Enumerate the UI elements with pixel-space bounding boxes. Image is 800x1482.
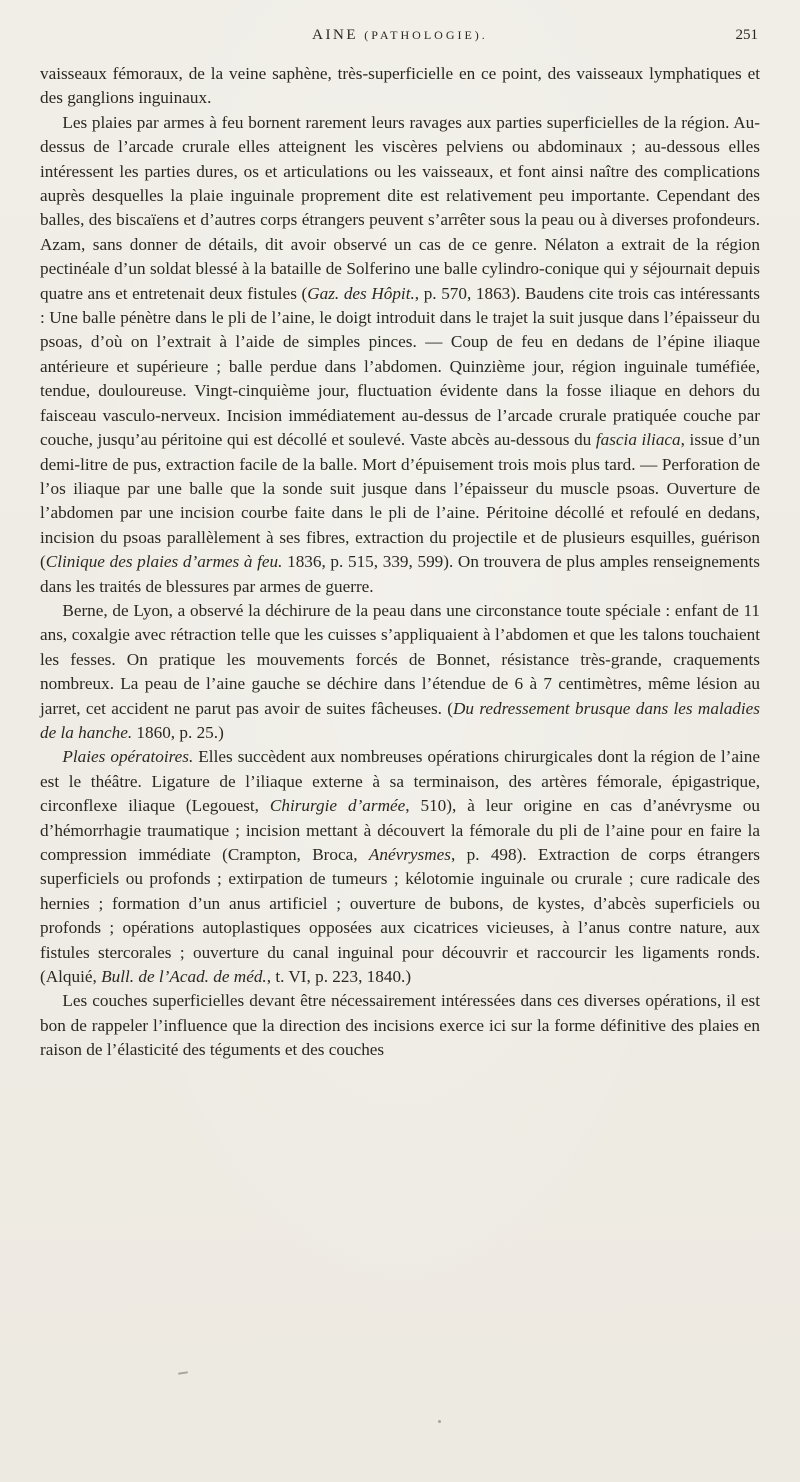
italic-text-run: Anévrysmes [368, 845, 451, 864]
text-run: , p. 498). Extraction de corps étrangers superficiels ou profonds ; extirpation de tumeurs ; kélotomie inguinale ou crurale ; cure radicale des hernies ; formation d’un anus artificiel ; ouverture de bubons, de kystes, d’abcès superficiels ou profonds ; opérations autoplastiques opposées aux cicatrices vicieuses, à l’anus contre nature, aux fistules stercorales ; ouverture du canal inguinal pour découvrir et raccourcir les ligaments ronds. (Alquié, [40, 845, 760, 987]
scan-artifact [178, 1371, 188, 1374]
italic-text-run: fascia iliaca [595, 430, 681, 450]
page-header [40, 26, 760, 52]
scan-artifact [438, 1420, 441, 1423]
italic-text-run: Gaz. des Hôpit. [307, 283, 415, 303]
italic-text-run: Clinique des plaies d’armes à feu. [45, 552, 283, 572]
text-run: , issue d’un demi-litre de pus, extraction facile de la balle. Mort d’épuisement trois mois plus tard. — Perforation de l’os iliaque par une balle que la sonde suit jusque dans l’épaisseur du muscle psoas. Ouverture de l’abdomen par une incision courbe faite dans le pli de l’aine. Péritoine décollé et refoulé en dedans, incision du psoas parallèlement à ses fibres, extraction du projectile et de plusieurs esquilles, guérison ( [40, 430, 761, 572]
text-run: Les couches superficielles devant être nécessairement intéressées dans ces diverses opérations, il est bon de rappeler l’influence que la direction des incisions exerce ici sur la forme définitive des plaies en raison de l’élasticité des téguments et des couches [40, 991, 760, 1060]
text-run: Elles succèdent aux nombreuses opérations chirurgicales dont la région de l’aine est le théâtre. Ligature de l’iliaque externe à sa terminaison, des artères fémorale, épigastrique, circonflexe iliaque (Legouest, [40, 747, 760, 816]
italic-text-run: Bull. de l’Acad. de méd. [101, 967, 267, 987]
page-body [40, 62, 760, 1063]
text-run: 1836, p. 515, 339, 599). On trouvera de plus amples renseignements dans les traités de blessures par armes de guerre. [40, 552, 760, 596]
italic-text-run: Plaies opératoires. [62, 747, 194, 767]
page-number: 251 [735, 27, 758, 43]
running-title-main: AINE [312, 27, 365, 43]
paragraph [40, 111, 760, 599]
italic-text-run: Du redressement brusque dans les maladies de la hanche. [40, 698, 760, 742]
paragraph [40, 989, 760, 1062]
text-run: 1860, p. 25.) [132, 722, 224, 742]
italic-text-run: Chirurgie d’armée [269, 796, 406, 816]
running-title-sub: (PATHOLOGIE). [364, 28, 488, 42]
paragraph [40, 745, 760, 989]
text-run: Berne, de Lyon, a observé la déchirure de la peau dans une circonstance toute spéciale : enfant de 11 ans, coxalgie avec rétraction telle que les cuisses s’appliquaient à l’abdomen et que les talons touchaient les fesses. On pratique les mouvements forcés de Bonnet, résistance très-grande, craquements nombreux. La peau de l’aine gauche se déchire dans l’étendue de 6 à 7 centimètres, même lésion au jarret, cet accident ne parut pas avoir de suites fâcheuses. ( [40, 600, 760, 718]
text-run: , t. VI, p. 223, 1840.) [266, 967, 412, 987]
paragraph [40, 62, 760, 111]
text-run: vaisseaux fémoraux, de la veine saphène, très-superficielle en ce point, des vaisseaux lymphatiques et des ganglions inguinaux. [40, 64, 760, 108]
running-title [40, 26, 760, 44]
text-run: , p. 570, 1863). Baudens cite trois cas intéressants : Une balle pénètre dans le pli de l’aine, le doigt introduit dans le trajet la suit jusque dans l’épaisseur du psoas, d’où on l’extrait à l’aide de simples pinces. — Coup de feu en dedans de l’épine iliaque antérieure et supérieure ; balle perdue dans l’abdomen. Quinzième jour, région inguinale tuméfiée, tendue, douloureuse. Vingt-cinquième jour, fluctuation évidente dans la fosse iliaque en dehors du faisceau vasculo-nerveux. Incision immédiatement au-dessus de l’arcade crurale pratiquée couche par couche, jusqu’au péritoine qui est décollé et soulevé. Vaste abcès au-dessous du [40, 283, 760, 450]
text-run: Les plaies par armes à feu bornent rarement leurs ravages aux parties superficielles de la région. Au-dessus de l’arcade crurale elles atteignent les viscères pelviens ou abdominaux ; au-dessous elles intéressent les parties dures, os et articulations ou les vaisseaux, et font ainsi naître des complications auprès desquelles la plaie inguinale proprement dite est relativement peu importante. Cependant des balles, des biscaïens et d’autres corps étrangers peuvent s’arrêter sous la peau ou à diverses profondeurs. Azam, sans donner de détails, dit avoir observé un cas de ce genre. Nélaton a extrait de la région pectinéale d’un soldat blessé à la bataille de Solferino une balle cylindro-conique qui y séjournait depuis quatre ans et entretenait deux fistules ( [40, 112, 760, 303]
paragraph [40, 599, 760, 745]
text-run: , 510), à leur origine en cas d’anévrysme ou d’hémorrhagie traumatique ; incision mettant à découvert la fémorale du pli de l’aine pour en faire la compression immédiate (Crampton, Broca, [40, 796, 760, 864]
